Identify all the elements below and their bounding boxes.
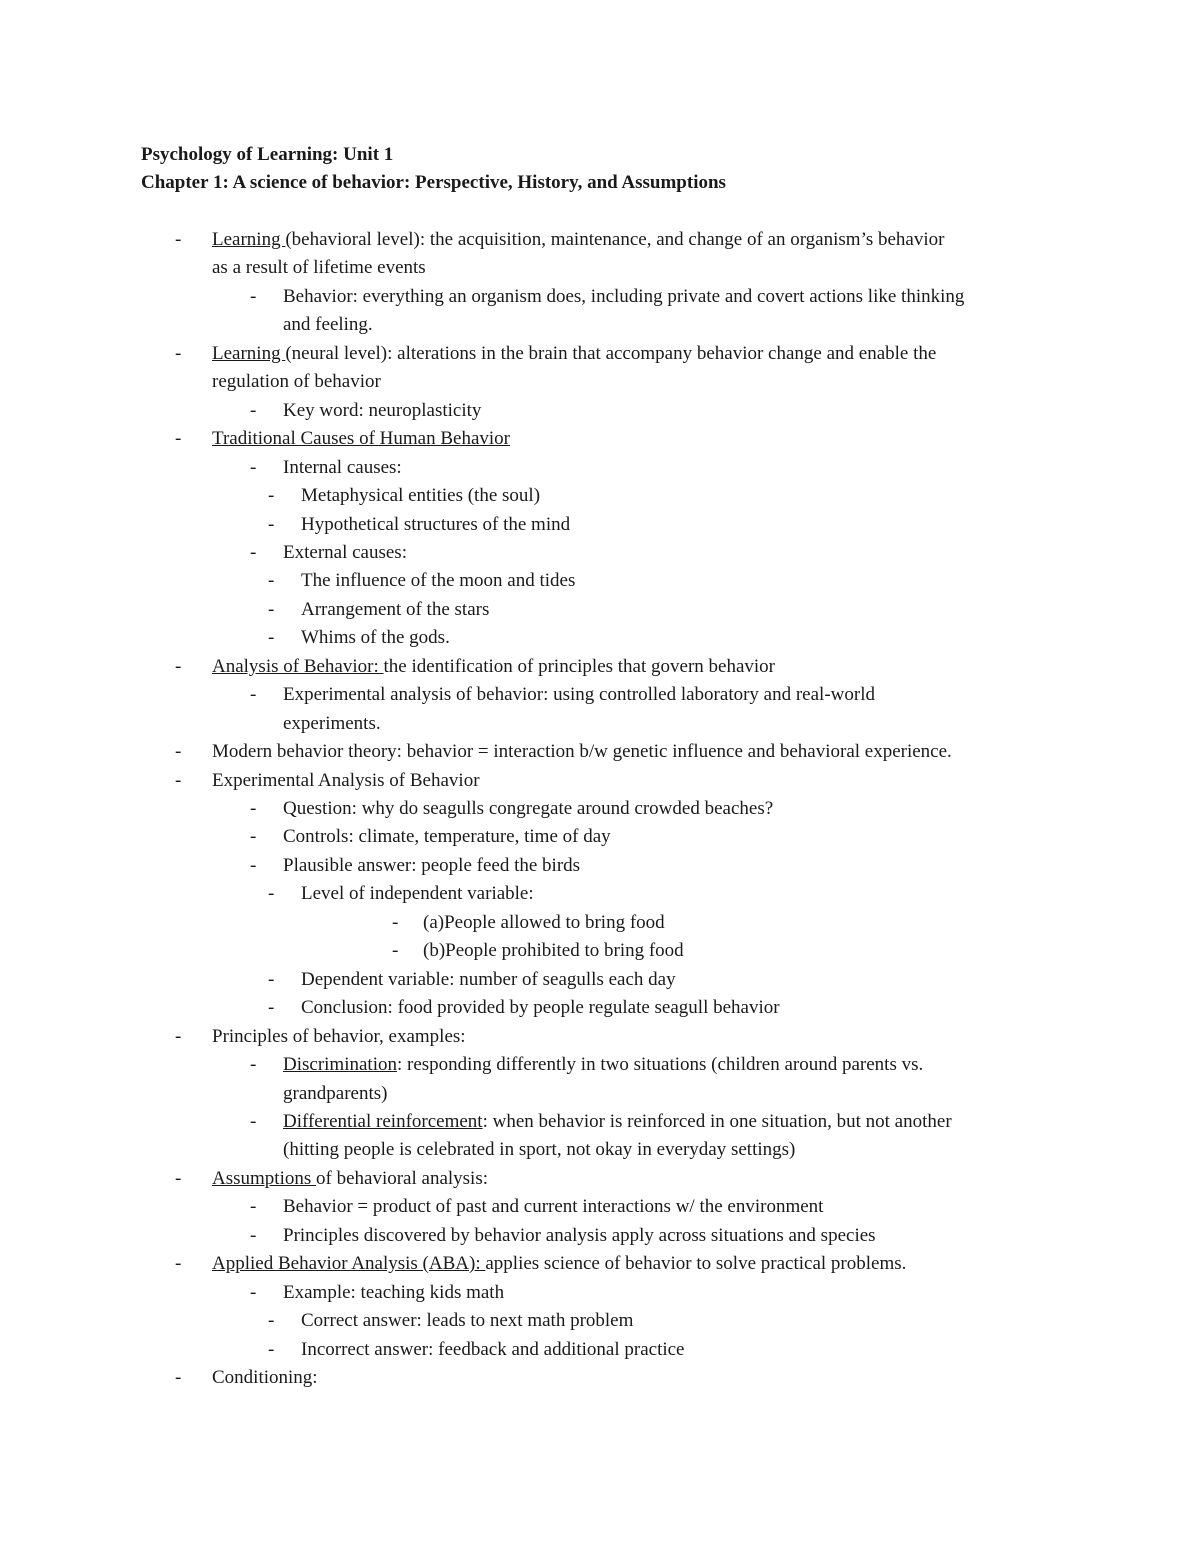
note-text: Key word: neuroplasticity: [283, 400, 482, 421]
bullet-dash: -: [175, 770, 182, 791]
bullet-dash: -: [250, 1196, 257, 1217]
bullet-dash: -: [392, 912, 399, 933]
bullet-dash: -: [268, 1310, 275, 1331]
note-text: : responding differently in two situations (children around parents vs.: [396, 1054, 924, 1075]
bullet-dash: -: [175, 1026, 182, 1047]
note-line: [212, 1250, 906, 1278]
note-text: Metaphysical entities (the soul): [301, 485, 541, 506]
note-line: [283, 1193, 823, 1221]
note-text: Conditioning:: [212, 1367, 318, 1388]
note-line: [283, 852, 580, 880]
note-text: Behavior: everything an organism does, including private and covert actions like thinking: [283, 286, 965, 307]
underlined-term: Learning: [212, 343, 286, 364]
note-text: Example: teaching kids math: [283, 1282, 505, 1303]
note-text: grandparents): [283, 1083, 388, 1104]
note-line: [212, 738, 952, 766]
bullet-dash: -: [250, 400, 257, 421]
note-line: [283, 1222, 876, 1250]
note-text: the identification of principles that govern behavior: [383, 656, 776, 677]
note-line: [283, 539, 407, 567]
underlined-term: Assumptions: [212, 1168, 316, 1189]
note-line: [423, 937, 684, 965]
note-line: [301, 567, 575, 595]
underlined-term: Traditional Causes of Human Behavior: [212, 428, 510, 449]
bullet-dash: -: [250, 286, 257, 307]
bullet-dash: -: [268, 969, 275, 990]
bullet-dash: -: [268, 627, 275, 648]
note-text: Incorrect answer: feedback and additional practice: [301, 1339, 685, 1360]
note-text: Controls: climate, temperature, time of day: [283, 826, 611, 847]
bullet-dash: -: [175, 656, 182, 677]
note-line: [301, 596, 489, 624]
bullet-dash: -: [392, 940, 399, 961]
note-text: : when behavior is reinforced in one situation, but not another: [482, 1111, 952, 1132]
underlined-term: Applied Behavior Analysis (ABA):: [212, 1253, 486, 1274]
note-line: [212, 1165, 488, 1193]
note-text: experiments.: [283, 713, 381, 734]
note-line: [283, 311, 373, 339]
bullet-dash: -: [268, 997, 275, 1018]
note-text: Modern behavior theory: behavior = interaction b/w genetic influence and behavioral experience.: [212, 741, 952, 762]
note-line: [212, 368, 381, 396]
note-text: Dependent variable: number of seagulls each day: [301, 969, 676, 990]
bullet-dash: -: [250, 1282, 257, 1303]
note-line: [301, 511, 570, 539]
bullet-dash: -: [175, 1367, 182, 1388]
note-line: [283, 1080, 387, 1108]
bullet-dash: -: [250, 1111, 257, 1132]
underlined-term: Learning: [212, 229, 286, 250]
note-text: Question: why do seagulls congregate around crowded beaches?: [283, 798, 774, 819]
note-line: [301, 482, 540, 510]
chapter-heading: Chapter 1: A science of behavior: Perspective, History, and Assumptions: [141, 172, 726, 193]
note-line: [423, 909, 665, 937]
note-text: Plausible answer: people feed the birds: [283, 855, 581, 876]
note-line: [301, 1336, 685, 1364]
bullet-dash: -: [175, 741, 182, 762]
bullet-dash: -: [250, 457, 257, 478]
note-text: (b)People prohibited to bring food: [423, 940, 684, 961]
note-text: and feeling.: [283, 314, 373, 335]
note-text: as a result of lifetime events: [212, 257, 426, 278]
note-text: Level of independent variable:: [301, 883, 534, 904]
bullet-dash: -: [250, 798, 257, 819]
note-line: [283, 1051, 923, 1079]
note-text: Whims of the gods.: [301, 627, 450, 648]
bullet-dash: -: [175, 428, 182, 449]
note-line: [301, 1307, 633, 1335]
note-text: Experimental analysis of behavior: using controlled laboratory and real-world: [283, 684, 875, 705]
bullet-dash: -: [175, 1168, 182, 1189]
note-text: Behavior = product of past and current interactions w/ the environment: [283, 1196, 824, 1217]
bullet-dash: -: [268, 883, 275, 904]
bullet-dash: -: [250, 542, 257, 563]
bullet-dash: -: [175, 1253, 182, 1274]
note-text: The influence of the moon and tides: [301, 570, 576, 591]
note-line: [212, 226, 944, 254]
note-line: [283, 454, 402, 482]
note-line: [212, 1364, 318, 1392]
note-line: [301, 966, 676, 994]
note-line: [283, 710, 381, 738]
bullet-dash: -: [268, 485, 275, 506]
note-line: [212, 254, 426, 282]
note-line: [283, 1279, 504, 1307]
note-text: (a)People allowed to bring food: [423, 912, 665, 933]
note-line: [212, 425, 510, 453]
bullet-dash: -: [175, 229, 182, 250]
note-line: [283, 397, 481, 425]
document-title: Psychology of Learning: Unit 1: [141, 144, 394, 165]
bullet-dash: -: [250, 684, 257, 705]
bullet-dash: -: [250, 1054, 257, 1075]
note-text: External causes:: [283, 542, 407, 563]
note-line: [283, 283, 964, 311]
note-text: Principles of behavior, examples:: [212, 1026, 466, 1047]
note-line: [283, 1108, 952, 1136]
bullet-dash: -: [250, 826, 257, 847]
note-line: [283, 681, 875, 709]
note-text: of behavioral analysis:: [316, 1168, 489, 1189]
note-line: [212, 767, 480, 795]
bullet-dash: -: [268, 570, 275, 591]
bullet-dash: -: [268, 1339, 275, 1360]
note-text: (hitting people is celebrated in sport, not okay in everyday settings): [283, 1139, 796, 1160]
note-text: Internal causes:: [283, 457, 402, 478]
note-text: applies science of behavior to solve practical problems.: [485, 1253, 907, 1274]
note-line: [283, 795, 773, 823]
note-text: Hypothetical structures of the mind: [301, 514, 571, 535]
note-text: Experimental Analysis of Behavior: [212, 770, 480, 791]
note-text: (neural level): alterations in the brain that accompany behavior change and enable the: [285, 343, 937, 364]
bullet-dash: -: [250, 855, 257, 876]
note-text: Correct answer: leads to next math problem: [301, 1310, 634, 1331]
note-line: [301, 994, 780, 1022]
note-line: [212, 340, 936, 368]
bullet-dash: -: [268, 599, 275, 620]
bullet-dash: -: [250, 1225, 257, 1246]
note-line: [212, 653, 775, 681]
note-line: [283, 1136, 795, 1164]
note-line: [212, 1023, 466, 1051]
bullet-dash: -: [175, 343, 182, 364]
underlined-term: Analysis of Behavior:: [212, 656, 384, 677]
bullet-dash: -: [268, 514, 275, 535]
note-text: Conclusion: food provided by people regulate seagull behavior: [301, 997, 780, 1018]
note-line: [301, 880, 534, 908]
underlined-term: Differential reinforcement: [283, 1111, 483, 1132]
note-text: Arrangement of the stars: [301, 599, 490, 620]
note-text: Principles discovered by behavior analysis apply across situations and species: [283, 1225, 876, 1246]
note-text: regulation of behavior: [212, 371, 381, 392]
note-text: (behavioral level): the acquisition, maintenance, and change of an organism’s behavior: [285, 229, 945, 250]
note-line: [283, 823, 611, 851]
note-line: [301, 624, 450, 652]
underlined-term: Discrimination: [283, 1054, 397, 1075]
